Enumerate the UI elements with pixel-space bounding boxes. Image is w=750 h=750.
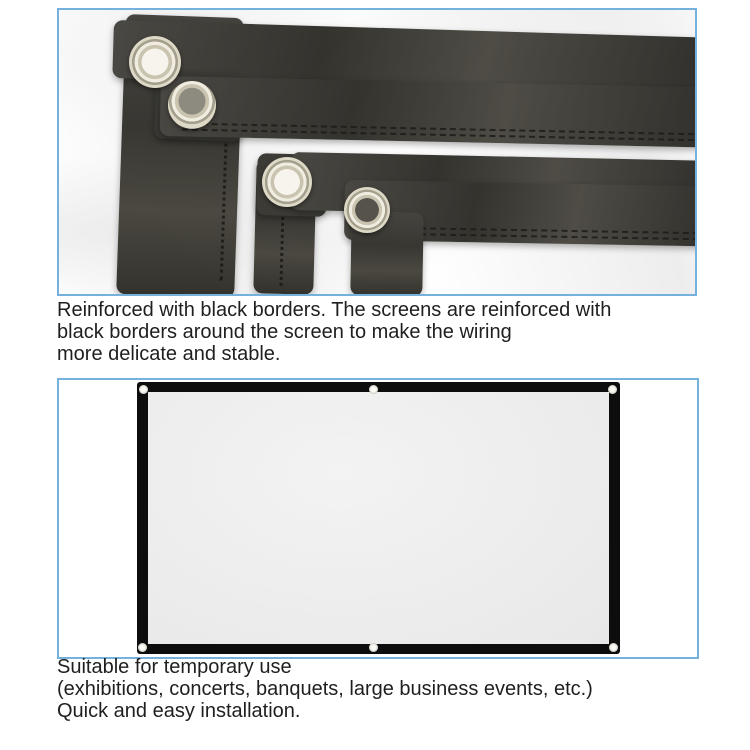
grommet-ring-1 bbox=[129, 36, 181, 88]
screen-grommet-bottom-right bbox=[609, 643, 618, 652]
projection-screen-photo bbox=[57, 378, 699, 659]
top-border-strip-2 bbox=[160, 76, 697, 148]
caption-line: (exhibitions, concerts, banquets, large business events, etc.) bbox=[57, 678, 593, 700]
screen-grommet-top-right bbox=[608, 385, 617, 394]
caption-line: Quick and easy installation. bbox=[57, 700, 301, 722]
caption-line: Suitable for temporary use bbox=[57, 656, 292, 678]
grommet-ring-2 bbox=[168, 81, 216, 129]
caption-line: black borders around the screen to make the wiring bbox=[57, 321, 512, 343]
screen-grommet-top-left bbox=[139, 385, 148, 394]
screen-grommet-top-center bbox=[369, 385, 378, 394]
screen-surface bbox=[148, 392, 609, 644]
screen-grommet-bottom-center bbox=[369, 643, 378, 652]
caption-temporary-use bbox=[57, 656, 593, 722]
caption-line: Reinforced with black borders. The screens are reinforced with bbox=[57, 299, 612, 321]
caption-reinforced-borders bbox=[57, 299, 611, 365]
folded-screens-photo bbox=[57, 8, 697, 296]
caption-line: more delicate and stable. bbox=[57, 343, 281, 365]
screen-black-frame bbox=[137, 382, 620, 654]
grommet-ring-3 bbox=[262, 157, 312, 207]
grommet-ring-4 bbox=[344, 187, 390, 233]
screen-grommet-bottom-left bbox=[138, 643, 147, 652]
